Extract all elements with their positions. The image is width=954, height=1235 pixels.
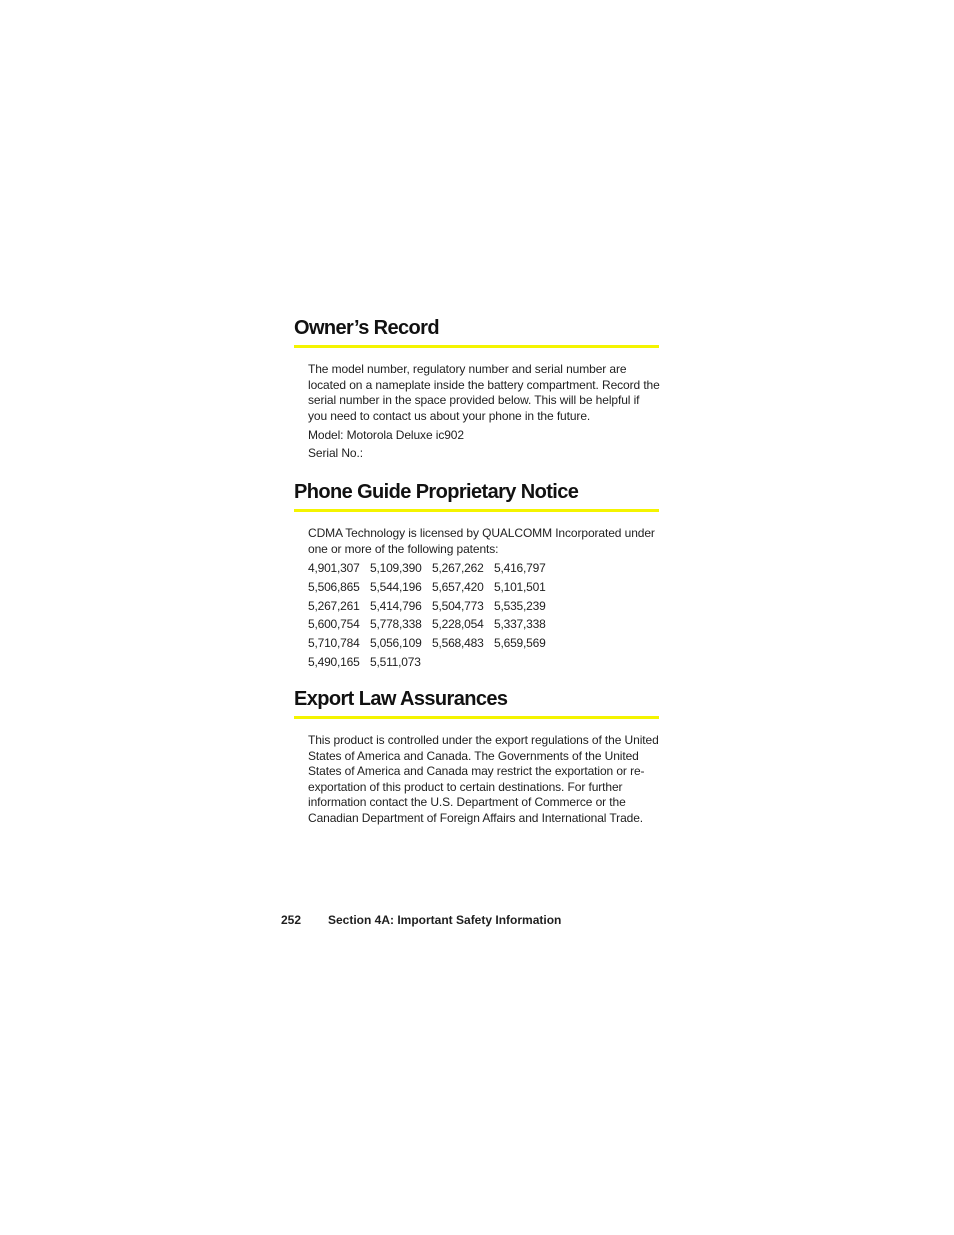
patent-number: 5,710,784 xyxy=(308,636,360,651)
patent-number: 5,504,773 xyxy=(432,598,484,613)
patent-number: 4,901,307 xyxy=(308,561,360,575)
patent-number: 5,490,165 xyxy=(308,654,360,669)
proprietary-notice-heading: Phone Guide Proprietary Notice xyxy=(294,481,579,503)
owners-record-heading: Owner’s Record xyxy=(294,317,439,339)
patent-number: 5,109,390 xyxy=(370,561,422,575)
patent-number: 5,506,865 xyxy=(308,579,360,594)
owners-record-rule xyxy=(294,345,659,348)
model-line: Model: Motorola Deluxe ic902 xyxy=(308,428,464,442)
patent-number: 5,535,239 xyxy=(494,598,546,613)
page-number: 252 xyxy=(281,913,302,927)
patent-number: 5,337,338 xyxy=(494,617,546,632)
patent-list xyxy=(308,559,608,672)
owners-record-paragraph: The model number, regulatory number and serial number are located on a nameplate inside the battery compartment. Record the serial number in the space provided below. This will be helpful if you need to contact us about your phone in the future. xyxy=(308,362,660,423)
patent-number: 5,657,420 xyxy=(432,579,484,594)
patent-number: 5,544,196 xyxy=(370,579,422,594)
patent-number: 5,414,796 xyxy=(370,598,422,613)
proprietary-notice-paragraph: CDMA Technology is licensed by QUALCOMM Incorporated under one or more of the following patents: xyxy=(308,526,655,556)
patent-row xyxy=(308,559,608,578)
patent-number: 5,659,569 xyxy=(494,636,546,651)
patent-number: 5,778,338 xyxy=(370,617,422,632)
patent-number: 5,101,501 xyxy=(494,579,546,594)
patent-number: 5,511,073 xyxy=(370,654,421,669)
export-law-rule xyxy=(294,716,659,719)
patent-number: 5,267,262 xyxy=(432,561,484,575)
patent-number: 5,267,261 xyxy=(308,598,360,613)
patent-row xyxy=(308,615,608,634)
patent-number: 5,568,483 xyxy=(432,636,484,651)
patent-number: 5,416,797 xyxy=(494,561,546,575)
patent-number: 5,228,054 xyxy=(432,617,484,632)
proprietary-notice-rule xyxy=(294,509,659,512)
patent-number: 5,600,754 xyxy=(308,617,360,632)
patent-row xyxy=(308,653,608,672)
patent-row xyxy=(308,597,608,616)
serial-line: Serial No.: xyxy=(308,446,363,460)
patent-number: 5,056,109 xyxy=(370,636,422,651)
section-title: Section 4A: Important Safety Information xyxy=(328,913,562,927)
export-law-heading: Export Law Assurances xyxy=(294,688,508,710)
patent-row xyxy=(308,578,608,597)
patent-row xyxy=(308,634,608,653)
export-law-paragraph: This product is controlled under the export regulations of the United States of America and Canada. The Governments of the United States of America and Canada may restrict the exportation or re-exportation of this product to certain destinations. For further information contact the U.S. Department of Commerce or the Canadian Department of Foreign Affairs and International Trade. xyxy=(308,733,659,825)
